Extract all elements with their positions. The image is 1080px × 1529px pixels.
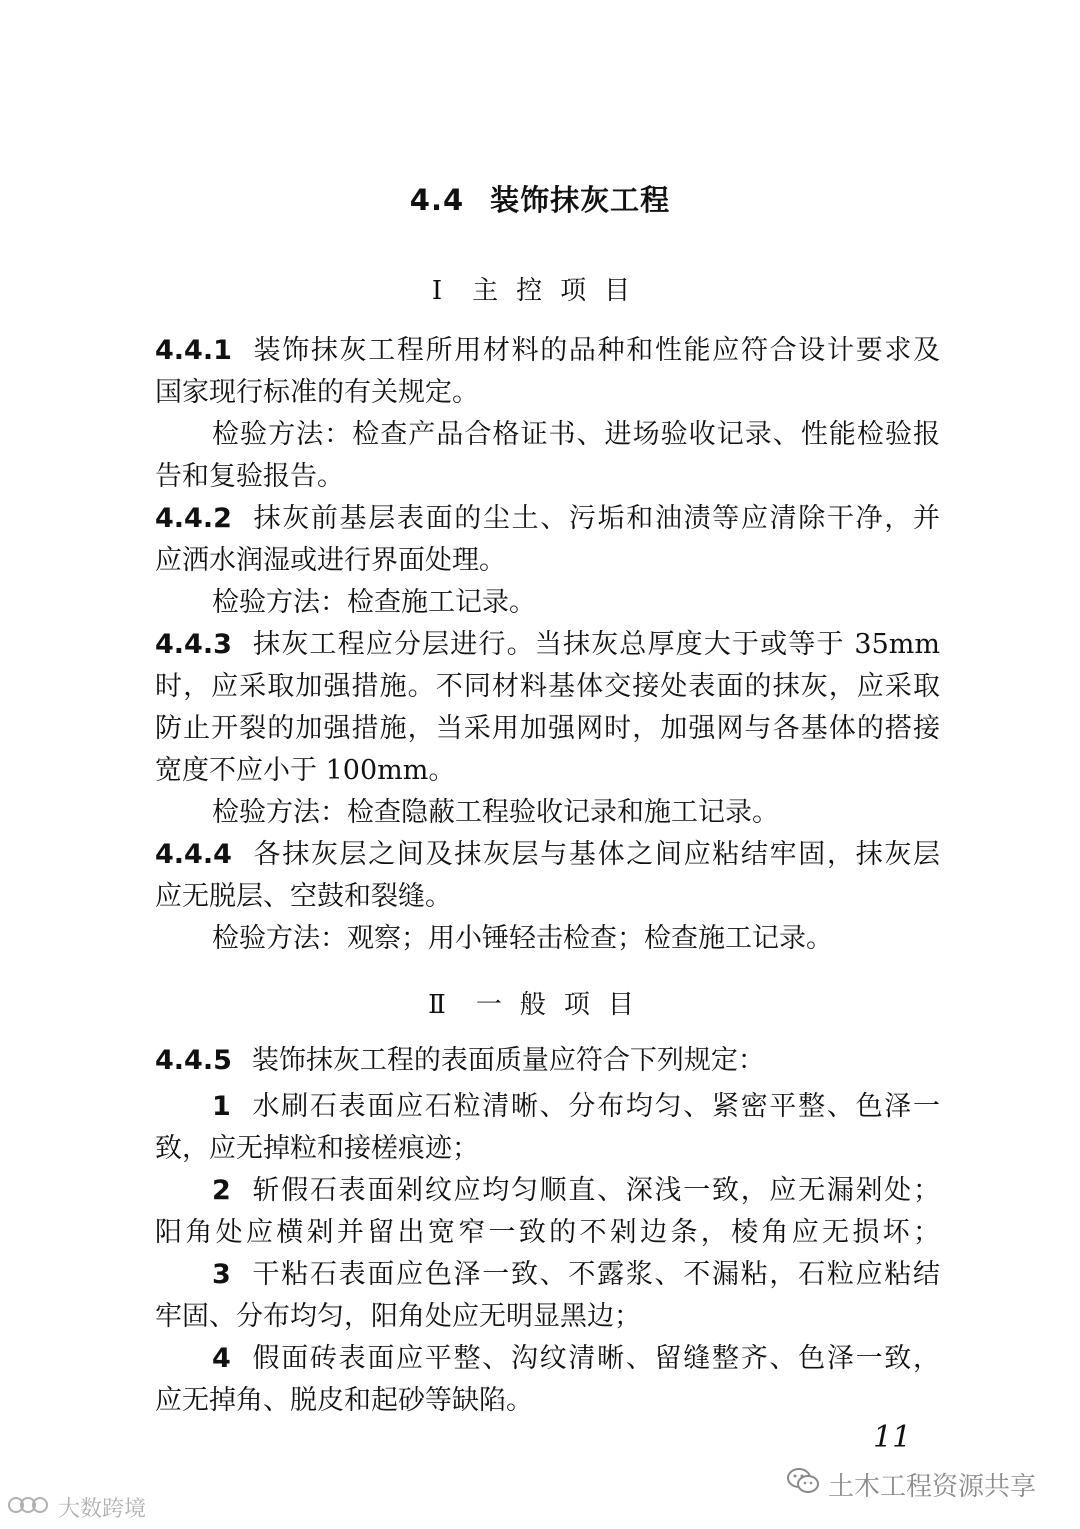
list-item-1-line2: 致，应无掉粒和接槎痕迹； [155,1133,479,1164]
clause-4-4-1-check-line1: 检验方法：检查产品合格证书、进场验收记录、性能检验报 [212,419,940,450]
clause-text: 抹灰工程应分层进行。当抹灰总厚度大于或等于 35mm [251,629,940,660]
item-number: 4 [212,1343,231,1374]
clause-text: 各抹灰层之间及抹灰层与基体之间应粘结牢固，抹灰层 [251,839,940,870]
item-text: 假面砖表面应平整、沟纹清晰、留缝整齐、色泽一致， [250,1343,940,1374]
section-title [0,178,1080,219]
clause-4-4-4-check: 检验方法：观察；用小锤轻击检查；检查施工记录。 [212,923,833,954]
subsection-heading-general [0,984,1080,1021]
clause-4-4-1-line2: 国家现行标准的有关规定。 [155,377,479,408]
list-item-1-line1 [212,1086,940,1128]
subsection-roman: Ⅰ [431,276,443,306]
clause-number: 4.4.4 [155,839,232,870]
list-item-3-line1 [212,1254,940,1296]
list-item-3-line2: 牢固、分布均匀，阳角处应无明显黑边； [155,1301,641,1332]
clause-number: 4.4.3 [155,629,232,660]
item-number: 2 [212,1175,231,1206]
subsection-heading-main [0,270,1080,307]
clause-4-4-5-line1 [155,1040,940,1082]
watermark-account [786,1466,1036,1503]
clause-4-4-4-line2: 应无脱层、空鼓和裂缝。 [155,881,452,912]
logo-icon [6,1493,50,1523]
clause-4-4-4-line1 [155,834,940,876]
watermark-logo [6,1492,146,1523]
clause-number: 4.4.1 [155,335,232,366]
list-item-4-line1 [212,1338,940,1380]
page-number: 11 [873,1420,912,1455]
subsection-title: 一般项目 [475,990,652,1020]
clause-4-4-1-check-line2: 告和复验报告。 [155,461,344,492]
clause-4-4-2-check: 检验方法：检查施工记录。 [212,587,536,618]
clause-4-4-2-line2: 应洒水润湿或进行界面处理。 [155,545,506,576]
item-number: 1 [212,1091,231,1122]
clause-text: 装饰抹灰工程的表面质量应符合下列规定： [251,1045,765,1076]
list-item-2-line1 [212,1170,940,1212]
clause-number: 4.4.2 [155,503,232,534]
clause-4-4-3-line4: 宽度不应小于 100mm。 [155,755,456,786]
clause-4-4-3-check: 检验方法：检查隐蔽工程验收记录和施工记录。 [212,797,779,828]
clause-4-4-3-line1 [155,624,940,666]
wechat-icon [786,1467,820,1502]
clause-text: 抹灰前基层表面的尘土、污垢和油渍等应清除干净，并 [251,503,940,534]
item-text: 斩假石表面剁纹应均匀顺直、深浅一致，应无漏剁处； [250,1175,940,1206]
item-text: 干粘石表面应色泽一致、不露浆、不漏粘，石粒应粘结 [250,1259,940,1290]
subsection-title: 主控项目 [472,276,649,306]
section-number: 4.4 [409,183,465,217]
clause-4-4-3-line2: 时，应采取加强措施。不同材料基体交接处表面的抹灰，应采取 [155,671,940,702]
clause-4-4-3-line3: 防止开裂的加强措施，当采用加强网时，加强网与各基体的搭接 [155,713,940,744]
watermark-account-text: 土木工程资源共享 [828,1472,1037,1502]
item-number: 3 [212,1259,231,1290]
list-item-2-line2: 阳角处应横剁并留出宽窄一致的不剁边条，棱角应无损坏； [155,1217,940,1248]
clause-text: 装饰抹灰工程所用材料的品种和性能应符合设计要求及 [251,335,940,366]
item-text: 水刷石表面应石粒清晰、分布均匀、紧密平整、色泽一 [250,1091,940,1122]
clause-4-4-2-line1 [155,498,940,540]
subsection-roman: Ⅱ [428,990,446,1020]
clause-4-4-1-line1 [155,330,940,372]
clause-number: 4.4.5 [155,1045,232,1076]
section-title-text: 装饰抹灰工程 [490,183,671,217]
watermark-logo-text: 大数跨境 [58,1497,147,1522]
list-item-4-line2: 应无掉角、脱皮和起砂等缺陷。 [155,1385,533,1416]
